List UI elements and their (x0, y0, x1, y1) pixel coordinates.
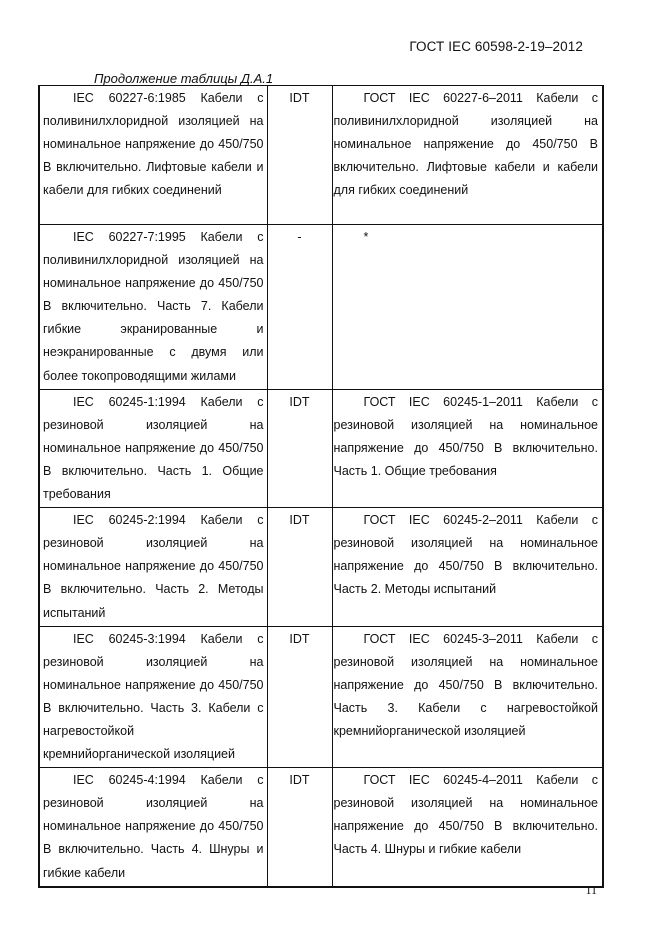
international-standard-cell (39, 768, 267, 887)
national-standard-text: ГОСТ IEC 60245-2–2011 Кабели с резиновой изоляцией на номинальное напряжение до 450/750 В включительно. Часть 2. Методы испытаний (333, 513, 598, 597)
correspondence-degree-cell (267, 768, 332, 887)
table-continuation-caption: Продолжение таблицы Д.А.1 (94, 71, 274, 86)
international-standard-cell (39, 86, 267, 225)
international-standard-cell (39, 508, 267, 626)
national-standard-text: * (363, 230, 369, 244)
international-standard-text: IEC 60227-7:1995 Кабели с поливинилхлоридной изоляцией на номинальное напряжение до 450/750 В включительно. Часть 7. Кабели гибкие экранированные и неэкранированные с двумя или более токопроводящими жилами (43, 230, 264, 383)
correspondence-degree-text: IDT (289, 91, 310, 105)
national-standard-cell (332, 225, 603, 390)
national-standard-text: ГОСТ IEC 60245-1–2011 Кабели с резиновой изоляцией на номинальное напряжение до 450/750 В включительно. Часть 1. Общие требования (333, 394, 598, 478)
national-standard-text: ГОСТ IEC 60227-6–2011 Кабели с поливинилхлоридной изоляцией на номинальное напряжение до 450/750 В включительно. Лифтовые кабели и кабели для гибких соединений (333, 91, 598, 198)
international-standard-text: IEC 60227-6:1985 Кабели с поливинилхлоридной изоляцией на номинальное напряжение до 450/750 В включительно. Лифтовые кабели и кабели для гибких соединений (43, 91, 264, 198)
correspondence-degree-cell (267, 626, 332, 768)
correspondence-degree-text: IDT (289, 631, 310, 646)
table-row (39, 86, 603, 225)
table-row (39, 225, 603, 390)
international-standard-text: IEC 60245-4:1994 Кабели с резиновой изоляцией на номинальное напряжение до 450/750 В включительно. Часть 4. Шнуры и гибкие кабели (43, 773, 264, 880)
correspondence-degree-text: IDT (289, 513, 310, 528)
document-code: ГОСТ IEC 60598-2-19–2012 (409, 39, 583, 54)
national-standard-cell (332, 389, 603, 507)
national-standard-cell (332, 626, 603, 768)
international-standard-text: IEC 60245-2:1994 Кабели с резиновой изоляцией на номинальное напряжение до 450/750 В включительно. Часть 2. Методы испытаний (43, 513, 264, 620)
correspondence-degree-text: - (297, 230, 302, 244)
table-row (39, 768, 603, 887)
national-standard-text: ГОСТ IEC 60245-3–2011 Кабели с резиновой изоляцией на номинальное напряжение до 450/750 В включительно. Часть 3. Кабели с нагревостойкой кремнийорганической изоляцией (333, 631, 598, 738)
international-standard-cell (39, 626, 267, 768)
national-standard-cell (332, 768, 603, 887)
correspondence-degree-cell (267, 389, 332, 507)
standards-correspondence-table (38, 85, 604, 888)
national-standard-text: ГОСТ IEC 60245-4–2011 Кабели с резиновой изоляцией на номинальное напряжение до 450/750 В включительно. Часть 4. Шнуры и гибкие кабели (333, 773, 598, 857)
page-number: 11 (585, 883, 597, 897)
national-standard-cell (332, 508, 603, 626)
table-row (39, 508, 603, 626)
correspondence-degree-cell (267, 86, 332, 225)
table-row (39, 389, 603, 507)
table-row (39, 626, 603, 768)
correspondence-degree-cell (267, 225, 332, 390)
international-standard-cell (39, 389, 267, 507)
international-standard-text: IEC 60245-1:1994 Кабели с резиновой изоляцией на номинальное напряжение до 450/750 В включительно. Часть 1. Общие требования (43, 394, 264, 502)
international-standard-text: IEC 60245-3:1994 Кабели с резиновой изоляцией на номинальное напряжение до 450/750 В включительно. Часть 3. Кабели с нагревостойкой кремнийорганической изоляцией (43, 631, 264, 762)
correspondence-degree-text: IDT (289, 773, 310, 788)
international-standard-cell (39, 225, 267, 390)
national-standard-cell (332, 86, 603, 225)
correspondence-degree-cell (267, 508, 332, 626)
correspondence-degree-text: IDT (289, 394, 310, 409)
